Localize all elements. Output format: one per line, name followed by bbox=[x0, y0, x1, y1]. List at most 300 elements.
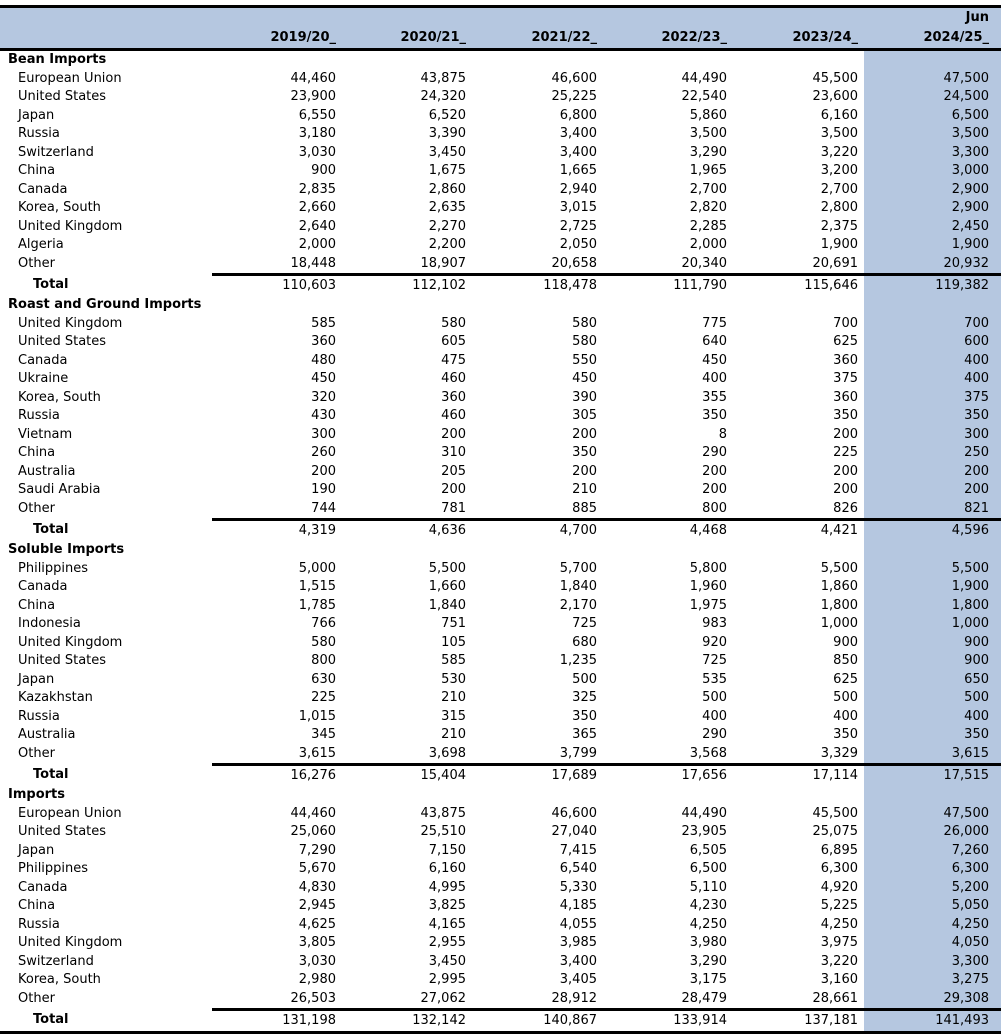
value-cell: 1,840 bbox=[428, 597, 466, 613]
section-header-row bbox=[0, 541, 1001, 560]
value-cell: 4,250 bbox=[689, 916, 727, 932]
value-cell: 4,250 bbox=[864, 916, 1001, 935]
data-row bbox=[0, 88, 1001, 107]
value-cell: 325 bbox=[572, 690, 597, 705]
value-cell: 6,300 bbox=[864, 860, 1001, 879]
year-label: 2022/23 bbox=[661, 29, 721, 45]
value-cell: 1,665 bbox=[559, 163, 597, 178]
value-cell: 315 bbox=[441, 708, 466, 724]
empty-cell bbox=[212, 50, 342, 70]
total-value-cell: 4,636 bbox=[342, 520, 472, 542]
value-cell: 360 bbox=[311, 334, 336, 349]
row-label: Korea, South bbox=[18, 389, 101, 405]
value-cell: 375 bbox=[864, 389, 1001, 408]
total-value-cell: 4,421 bbox=[733, 520, 864, 542]
value-cell: 983 bbox=[702, 616, 727, 631]
value-cell: 260 bbox=[311, 445, 336, 460]
value-cell: 460 bbox=[441, 371, 466, 386]
row-label: Other bbox=[18, 256, 55, 272]
value-cell: 2,945 bbox=[298, 898, 336, 913]
value-cell: 3,400 bbox=[559, 144, 597, 160]
data-row bbox=[0, 144, 1001, 163]
data-row bbox=[0, 934, 1001, 953]
empty-cell bbox=[212, 296, 342, 315]
empty-cell bbox=[864, 786, 1001, 805]
value-cell: 2,170 bbox=[559, 597, 597, 613]
value-cell: 20,932 bbox=[864, 255, 1001, 275]
total-row bbox=[0, 275, 1001, 297]
value-cell: 2,200 bbox=[428, 237, 466, 252]
value-cell: 4,165 bbox=[428, 916, 466, 932]
value-cell: 205 bbox=[441, 463, 466, 479]
total-value-cell: 4,319 bbox=[212, 520, 342, 542]
value-cell: 290 bbox=[702, 445, 727, 460]
row-label: Saudi Arabia bbox=[18, 482, 101, 497]
value-cell: 43,875 bbox=[420, 70, 466, 86]
value-cell: 900 bbox=[833, 634, 858, 650]
value-cell: 2,860 bbox=[428, 181, 466, 197]
row-label: Russia bbox=[18, 916, 60, 932]
value-cell: 3,985 bbox=[559, 935, 597, 950]
header-spacer bbox=[472, 7, 603, 27]
row-label: Algeria bbox=[18, 237, 64, 252]
value-cell: 821 bbox=[864, 500, 1001, 520]
total-label: Total bbox=[33, 522, 69, 538]
value-cell: 500 bbox=[572, 671, 597, 687]
value-cell: 3,450 bbox=[428, 953, 466, 969]
year-label: 2020/21 bbox=[400, 29, 460, 45]
value-cell: 725 bbox=[702, 653, 727, 668]
value-cell: 1,900 bbox=[820, 237, 858, 252]
row-label: China bbox=[18, 898, 56, 913]
value-cell: 46,600 bbox=[551, 70, 597, 86]
empty-cell bbox=[342, 786, 472, 805]
value-cell: 300 bbox=[864, 426, 1001, 445]
row-label: Australia bbox=[18, 727, 76, 742]
data-row bbox=[0, 578, 1001, 597]
empty-cell bbox=[864, 541, 1001, 560]
value-cell: 535 bbox=[702, 671, 727, 687]
value-cell: 2,835 bbox=[298, 181, 336, 197]
data-row bbox=[0, 726, 1001, 745]
value-cell: 3,329 bbox=[820, 745, 858, 761]
value-cell: 725 bbox=[572, 616, 597, 631]
value-cell: 24,320 bbox=[420, 89, 466, 104]
value-cell: 44,460 bbox=[290, 70, 336, 86]
value-cell: 105 bbox=[441, 634, 466, 650]
total-value-cell: 111,790 bbox=[603, 275, 733, 297]
value-cell: 640 bbox=[702, 334, 727, 349]
value-cell: 4,920 bbox=[820, 879, 858, 895]
value-cell: 7,290 bbox=[298, 842, 336, 858]
value-cell: 550 bbox=[572, 352, 597, 368]
year-suffix: _ bbox=[982, 29, 989, 45]
value-cell: 4,830 bbox=[298, 879, 336, 895]
header-label-column bbox=[0, 26, 212, 50]
value-cell: 625 bbox=[833, 334, 858, 349]
value-cell: 800 bbox=[311, 653, 336, 668]
data-row bbox=[0, 597, 1001, 616]
data-row bbox=[0, 125, 1001, 144]
value-cell: 460 bbox=[441, 408, 466, 423]
total-value-cell: 17,689 bbox=[472, 765, 603, 787]
value-cell: 190 bbox=[311, 482, 336, 497]
data-row bbox=[0, 842, 1001, 861]
total-value-cell: 132,142 bbox=[342, 1010, 472, 1033]
value-cell: 1,800 bbox=[820, 597, 858, 613]
row-label: China bbox=[18, 445, 56, 460]
value-cell: 2,270 bbox=[428, 218, 466, 234]
total-row bbox=[0, 520, 1001, 542]
value-cell: 5,200 bbox=[864, 879, 1001, 898]
value-cell: 2,725 bbox=[559, 218, 597, 234]
value-cell: 210 bbox=[441, 690, 466, 705]
value-cell: 3,015 bbox=[559, 200, 597, 215]
value-cell: 3,805 bbox=[298, 935, 336, 950]
data-row bbox=[0, 971, 1001, 990]
empty-cell bbox=[212, 786, 342, 805]
header-year-2020-21 bbox=[342, 26, 472, 50]
value-cell: 4,995 bbox=[428, 879, 466, 895]
empty-cell bbox=[342, 50, 472, 70]
value-cell: 700 bbox=[864, 315, 1001, 334]
value-cell: 500 bbox=[833, 690, 858, 705]
header-superscript-row bbox=[0, 7, 1001, 27]
empty-cell bbox=[733, 541, 864, 560]
value-cell: 20,691 bbox=[812, 255, 858, 271]
value-cell: 3,175 bbox=[689, 972, 727, 987]
header-year-2024-25 bbox=[864, 26, 1001, 50]
value-cell: 200 bbox=[572, 463, 597, 479]
value-cell: 2,660 bbox=[298, 200, 336, 215]
row-label: Canada bbox=[18, 879, 68, 895]
row-label: Russia bbox=[18, 408, 60, 423]
value-cell: 290 bbox=[702, 727, 727, 742]
year-label: 2019/20 bbox=[270, 29, 330, 45]
data-row bbox=[0, 708, 1001, 727]
value-cell: 5,800 bbox=[689, 560, 727, 576]
value-cell: 2,700 bbox=[820, 181, 858, 197]
row-label: Russia bbox=[18, 708, 60, 724]
value-cell: 6,160 bbox=[820, 107, 858, 123]
value-cell: 1,860 bbox=[820, 579, 858, 594]
value-cell: 5,700 bbox=[559, 560, 597, 576]
value-cell: 2,995 bbox=[428, 972, 466, 987]
data-row bbox=[0, 860, 1001, 879]
value-cell: 430 bbox=[311, 408, 336, 423]
value-cell: 225 bbox=[311, 690, 336, 705]
total-value-cell: 4,468 bbox=[603, 520, 733, 542]
value-cell: 4,230 bbox=[689, 898, 727, 913]
row-label: United Kingdom bbox=[18, 218, 123, 234]
value-cell: 350 bbox=[572, 708, 597, 724]
value-cell: 3,220 bbox=[820, 144, 858, 160]
value-cell: 3,825 bbox=[428, 898, 466, 913]
value-cell: 365 bbox=[572, 727, 597, 742]
row-label: Other bbox=[18, 991, 55, 1007]
row-label: Korea, South bbox=[18, 200, 101, 215]
value-cell: 3,290 bbox=[689, 144, 727, 160]
value-cell: 600 bbox=[864, 333, 1001, 352]
value-cell: 45,500 bbox=[812, 805, 858, 821]
value-cell: 5,110 bbox=[689, 879, 727, 895]
section-header-row bbox=[0, 786, 1001, 805]
data-row bbox=[0, 481, 1001, 500]
value-cell: 200 bbox=[864, 481, 1001, 500]
year-suffix: _ bbox=[720, 29, 727, 45]
value-cell: 1,900 bbox=[864, 578, 1001, 597]
value-cell: 7,260 bbox=[864, 842, 1001, 861]
value-cell: 3,200 bbox=[820, 163, 858, 178]
total-value-cell: 141,493 bbox=[864, 1010, 1001, 1033]
value-cell: 5,500 bbox=[820, 560, 858, 576]
row-label: Kazakhstan bbox=[18, 690, 93, 705]
total-value-cell: 137,181 bbox=[733, 1010, 864, 1033]
empty-cell bbox=[342, 296, 472, 315]
value-cell: 500 bbox=[702, 690, 727, 705]
value-cell: 6,505 bbox=[689, 842, 727, 858]
header-year-2022-23 bbox=[603, 26, 733, 50]
value-cell: 44,490 bbox=[681, 70, 727, 86]
total-value-cell: 112,102 bbox=[342, 275, 472, 297]
value-cell: 8 bbox=[718, 426, 727, 442]
value-cell: 210 bbox=[441, 727, 466, 742]
value-cell: 350 bbox=[572, 445, 597, 460]
row-label: European Union bbox=[18, 805, 122, 821]
value-cell: 580 bbox=[311, 634, 336, 650]
value-cell: 2,820 bbox=[689, 200, 727, 215]
value-cell: 900 bbox=[864, 652, 1001, 671]
row-label: United States bbox=[18, 824, 107, 839]
value-cell: 850 bbox=[833, 653, 858, 668]
row-label: United States bbox=[18, 653, 107, 668]
row-label: Switzerland bbox=[18, 953, 94, 969]
data-row bbox=[0, 162, 1001, 181]
value-cell: 580 bbox=[441, 315, 466, 331]
value-cell: 23,905 bbox=[681, 824, 727, 839]
header-spacer bbox=[603, 7, 733, 27]
value-cell: 2,375 bbox=[820, 218, 858, 234]
total-value-cell: 131,198 bbox=[212, 1010, 342, 1033]
year-suffix: _ bbox=[459, 29, 466, 45]
data-row bbox=[0, 70, 1001, 89]
coffee-imports-table bbox=[0, 5, 1001, 1034]
section-header-row bbox=[0, 296, 1001, 315]
value-cell: 3,615 bbox=[864, 745, 1001, 765]
data-row bbox=[0, 463, 1001, 482]
value-cell: 630 bbox=[311, 671, 336, 687]
total-value-cell: 17,114 bbox=[733, 765, 864, 787]
value-cell: 46,600 bbox=[551, 805, 597, 821]
value-cell: 1,840 bbox=[559, 579, 597, 594]
data-row bbox=[0, 671, 1001, 690]
value-cell: 5,500 bbox=[864, 560, 1001, 579]
empty-cell bbox=[733, 296, 864, 315]
total-value-cell: 17,515 bbox=[864, 765, 1001, 787]
row-label: Canada bbox=[18, 579, 68, 594]
row-label: Vietnam bbox=[18, 426, 73, 442]
value-cell: 7,150 bbox=[428, 842, 466, 858]
total-value-cell: 4,596 bbox=[864, 520, 1001, 542]
value-cell: 360 bbox=[441, 389, 466, 405]
value-cell: 766 bbox=[311, 616, 336, 631]
value-cell: 1,660 bbox=[428, 579, 466, 594]
value-cell: 22,540 bbox=[681, 89, 727, 104]
total-label: Total bbox=[0, 1010, 212, 1033]
value-cell: 300 bbox=[311, 426, 336, 442]
value-cell: 29,308 bbox=[864, 990, 1001, 1010]
value-cell: 6,540 bbox=[559, 861, 597, 876]
total-value-cell: 4,700 bbox=[472, 520, 603, 542]
value-cell: 18,907 bbox=[420, 255, 466, 271]
value-cell: 26,503 bbox=[290, 990, 336, 1006]
value-cell: 625 bbox=[833, 671, 858, 687]
value-cell: 3,290 bbox=[689, 953, 727, 969]
value-cell: 200 bbox=[441, 482, 466, 497]
value-cell: 3,160 bbox=[820, 972, 858, 987]
value-cell: 3,450 bbox=[428, 144, 466, 160]
section-title: Soluble Imports bbox=[8, 542, 125, 557]
value-cell: 350 bbox=[833, 727, 858, 742]
value-cell: 585 bbox=[441, 653, 466, 668]
value-cell: 5,050 bbox=[864, 897, 1001, 916]
data-row bbox=[0, 107, 1001, 126]
value-cell: 2,800 bbox=[820, 200, 858, 215]
value-cell: 200 bbox=[833, 482, 858, 497]
value-cell: 28,661 bbox=[812, 990, 858, 1006]
value-cell: 480 bbox=[311, 352, 336, 368]
data-row bbox=[0, 389, 1001, 408]
value-cell: 5,225 bbox=[820, 898, 858, 913]
empty-cell bbox=[603, 50, 733, 70]
data-row bbox=[0, 990, 1001, 1010]
value-cell: 900 bbox=[864, 634, 1001, 653]
row-label: China bbox=[18, 163, 56, 178]
value-cell: 2,000 bbox=[298, 237, 336, 252]
value-cell: 3,400 bbox=[559, 126, 597, 141]
row-label: United Kingdom bbox=[18, 935, 123, 950]
data-row bbox=[0, 199, 1001, 218]
data-row bbox=[0, 333, 1001, 352]
value-cell: 200 bbox=[441, 426, 466, 442]
value-cell: 3,500 bbox=[689, 126, 727, 141]
empty-cell bbox=[733, 50, 864, 70]
value-cell: 6,500 bbox=[864, 107, 1001, 126]
data-row bbox=[0, 916, 1001, 935]
value-cell: 200 bbox=[572, 426, 597, 442]
value-cell: 25,075 bbox=[812, 824, 858, 839]
value-cell: 350 bbox=[833, 408, 858, 423]
value-cell: 350 bbox=[702, 408, 727, 423]
header-year-2019-20 bbox=[212, 26, 342, 50]
row-label: Philippines bbox=[18, 861, 89, 876]
value-cell: 4,250 bbox=[820, 916, 858, 932]
value-cell: 2,700 bbox=[689, 181, 727, 197]
value-cell: 3,980 bbox=[689, 935, 727, 950]
table-body bbox=[0, 50, 1001, 1033]
value-cell: 3,220 bbox=[820, 953, 858, 969]
data-row bbox=[0, 652, 1001, 671]
year-suffix: _ bbox=[329, 29, 336, 45]
total-value-cell: 15,404 bbox=[342, 765, 472, 787]
value-cell: 885 bbox=[572, 500, 597, 516]
header-spacer bbox=[733, 7, 864, 27]
value-cell: 3,000 bbox=[864, 162, 1001, 181]
value-cell: 25,060 bbox=[290, 824, 336, 839]
value-cell: 6,895 bbox=[820, 842, 858, 858]
header-spacer bbox=[212, 7, 342, 27]
value-cell: 1,800 bbox=[864, 597, 1001, 616]
total-value-cell: 133,914 bbox=[603, 1010, 733, 1033]
total-value-cell: 115,646 bbox=[733, 275, 864, 297]
value-cell: 28,479 bbox=[681, 990, 727, 1006]
value-cell: 360 bbox=[833, 352, 858, 368]
data-row bbox=[0, 315, 1001, 334]
value-cell: 44,490 bbox=[681, 805, 727, 821]
value-cell: 450 bbox=[311, 371, 336, 386]
value-cell: 250 bbox=[864, 444, 1001, 463]
value-cell: 200 bbox=[833, 463, 858, 479]
year-label: 2023/24 bbox=[792, 29, 852, 45]
value-cell: 2,000 bbox=[689, 237, 727, 252]
value-cell: 650 bbox=[864, 671, 1001, 690]
total-value-cell: 119,382 bbox=[864, 275, 1001, 297]
total-value-cell: 110,603 bbox=[212, 275, 342, 297]
value-cell: 305 bbox=[572, 408, 597, 423]
year-label: 2024/25 bbox=[923, 29, 983, 45]
row-label: European Union bbox=[18, 70, 122, 86]
value-cell: 4,625 bbox=[298, 916, 336, 932]
value-cell: 210 bbox=[572, 482, 597, 497]
value-cell: 2,640 bbox=[298, 218, 336, 234]
value-cell: 3,300 bbox=[864, 953, 1001, 972]
value-cell: 3,275 bbox=[864, 971, 1001, 990]
value-cell: 43,875 bbox=[420, 805, 466, 821]
row-label: United Kingdom bbox=[18, 315, 123, 331]
header-spacer bbox=[0, 7, 212, 27]
empty-cell bbox=[212, 541, 342, 560]
value-cell: 28,912 bbox=[551, 990, 597, 1006]
header-spacer bbox=[342, 7, 472, 27]
value-cell: 580 bbox=[572, 334, 597, 349]
data-row bbox=[0, 823, 1001, 842]
value-cell: 530 bbox=[441, 671, 466, 687]
value-cell: 2,940 bbox=[559, 181, 597, 197]
empty-cell bbox=[472, 786, 603, 805]
value-cell: 3,400 bbox=[559, 953, 597, 969]
empty-cell bbox=[864, 296, 1001, 315]
data-row bbox=[0, 370, 1001, 389]
section-title: Roast and Ground Imports bbox=[8, 297, 202, 312]
value-cell: 700 bbox=[833, 315, 858, 331]
empty-cell bbox=[472, 296, 603, 315]
value-cell: 350 bbox=[864, 407, 1001, 426]
row-label: China bbox=[18, 597, 56, 613]
value-cell: 1,515 bbox=[298, 579, 336, 594]
year-suffix: _ bbox=[590, 29, 597, 45]
value-cell: 25,225 bbox=[551, 89, 597, 104]
data-row bbox=[0, 181, 1001, 200]
value-cell: 20,658 bbox=[551, 255, 597, 271]
total-value-cell: 140,867 bbox=[472, 1010, 603, 1033]
row-label: Other bbox=[18, 746, 55, 762]
value-cell: 25,510 bbox=[420, 824, 466, 839]
row-label: Japan bbox=[18, 842, 55, 858]
value-cell: 20,340 bbox=[681, 255, 727, 271]
value-cell: 27,062 bbox=[420, 990, 466, 1006]
value-cell: 6,300 bbox=[820, 861, 858, 876]
row-label: United Kingdom bbox=[18, 634, 123, 650]
